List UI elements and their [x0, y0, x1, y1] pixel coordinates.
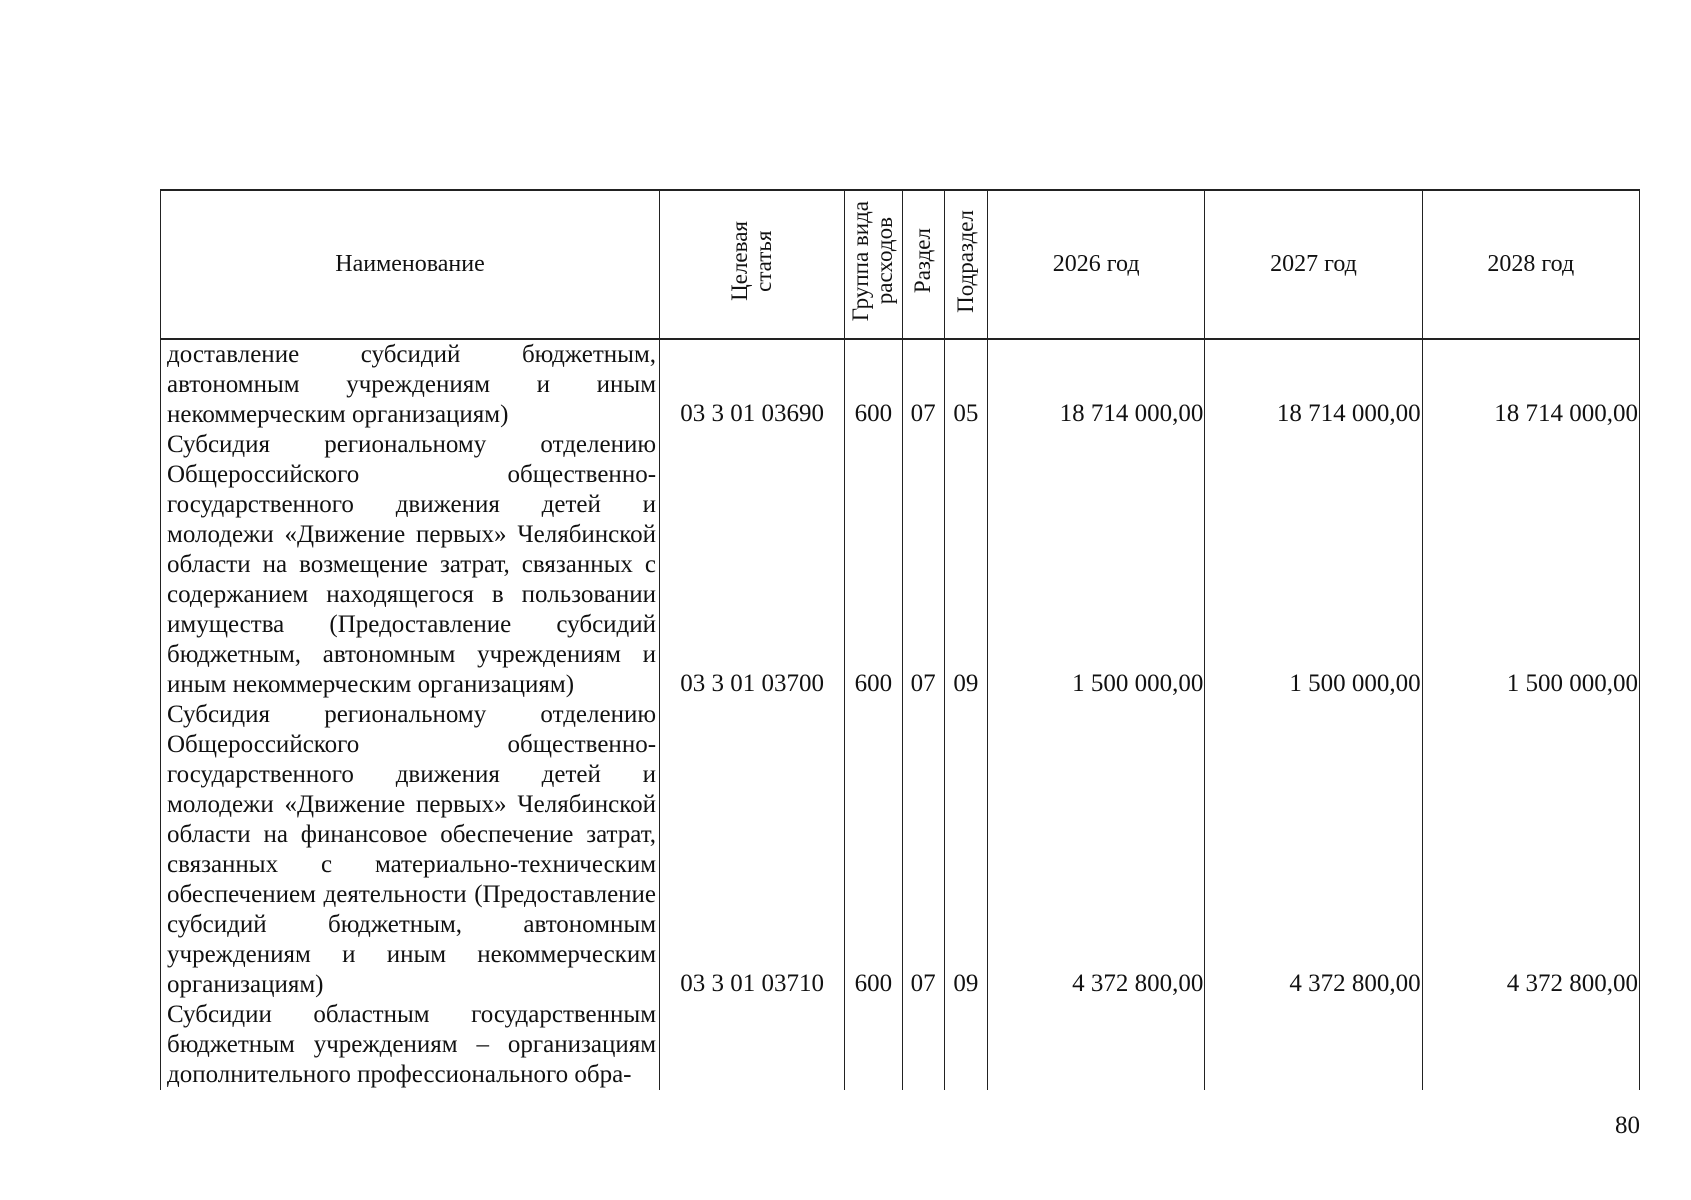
row-name: Субсидии областным государственным бюджетным учреждениям – организациям дополнительного профессионального обра- — [161, 1000, 660, 1090]
row-subsection: 05 — [944, 339, 987, 430]
row-expense-group — [845, 1000, 902, 1090]
row-name: Субсидия региональному отделению Общероссийского общественно-государственного движения детей и молодежи «Движение первых» Челябинской области на финансовое обеспечение затрат, связанных с материально-техническим обеспечением деятельности (Предоставление субсидий бюджетным, автономным учреждениям и иным некоммерческим организациям) — [161, 700, 660, 1000]
header-year-2027: 2027 год — [1205, 190, 1422, 339]
table-row — [161, 339, 1640, 430]
row-amount-2026: 1 500 000,00 — [988, 430, 1205, 700]
row-amount-2028 — [1422, 1000, 1639, 1090]
row-target-article: 03 3 01 03710 — [660, 700, 845, 1000]
row-section: 07 — [902, 430, 944, 700]
row-amount-2028: 18 714 000,00 — [1422, 339, 1639, 430]
table-row — [161, 430, 1640, 700]
row-amount-2027 — [1205, 1000, 1422, 1090]
table-header-row — [161, 190, 1640, 339]
row-amount-2026: 18 714 000,00 — [988, 339, 1205, 430]
row-subsection — [944, 1000, 987, 1090]
header-year-2026: 2026 год — [988, 190, 1205, 339]
row-section — [902, 1000, 944, 1090]
row-amount-2027: 4 372 800,00 — [1205, 700, 1422, 1000]
row-name: доставление субсидий бюджетным, автономным учреждениям и иным некоммерческим организациям) — [161, 339, 660, 430]
row-amount-2028: 1 500 000,00 — [1422, 430, 1639, 700]
row-expense-group: 600 — [845, 339, 902, 430]
row-target-article — [660, 1000, 845, 1090]
row-amount-2026 — [988, 1000, 1205, 1090]
row-amount-2026: 4 372 800,00 — [988, 700, 1205, 1000]
table-row — [161, 1000, 1640, 1090]
page-number: 80 — [1615, 1112, 1640, 1139]
header-year-2028: 2028 год — [1422, 190, 1639, 339]
row-amount-2028: 4 372 800,00 — [1422, 700, 1639, 1000]
row-amount-2027: 18 714 000,00 — [1205, 339, 1422, 430]
row-target-article: 03 3 01 03700 — [660, 430, 845, 700]
header-name: Наименование — [161, 190, 660, 339]
header-section: Раздел — [902, 190, 944, 339]
table-row — [161, 700, 1640, 1000]
row-section: 07 — [902, 700, 944, 1000]
header-target-article: Целевая статья — [660, 190, 845, 339]
row-name: Субсидия региональному отделению Общероссийского общественно-государственного движения детей и молодежи «Движение первых» Челябинской области на возмещение затрат, связанных с содержанием находящегося в пользовании имущества (Предоставление субсидий бюджетным, автономным учреждениям и иным некоммерческим организациям) — [161, 430, 660, 700]
row-amount-2027: 1 500 000,00 — [1205, 430, 1422, 700]
row-subsection: 09 — [944, 700, 987, 1000]
budget-table — [160, 189, 1640, 1090]
row-subsection: 09 — [944, 430, 987, 700]
row-target-article: 03 3 01 03690 — [660, 339, 845, 430]
header-expense-group: Группа вида расходов — [845, 190, 902, 339]
header-subsection: Подраздел — [944, 190, 987, 339]
row-expense-group: 600 — [845, 430, 902, 700]
row-section: 07 — [902, 339, 944, 430]
row-expense-group: 600 — [845, 700, 902, 1000]
